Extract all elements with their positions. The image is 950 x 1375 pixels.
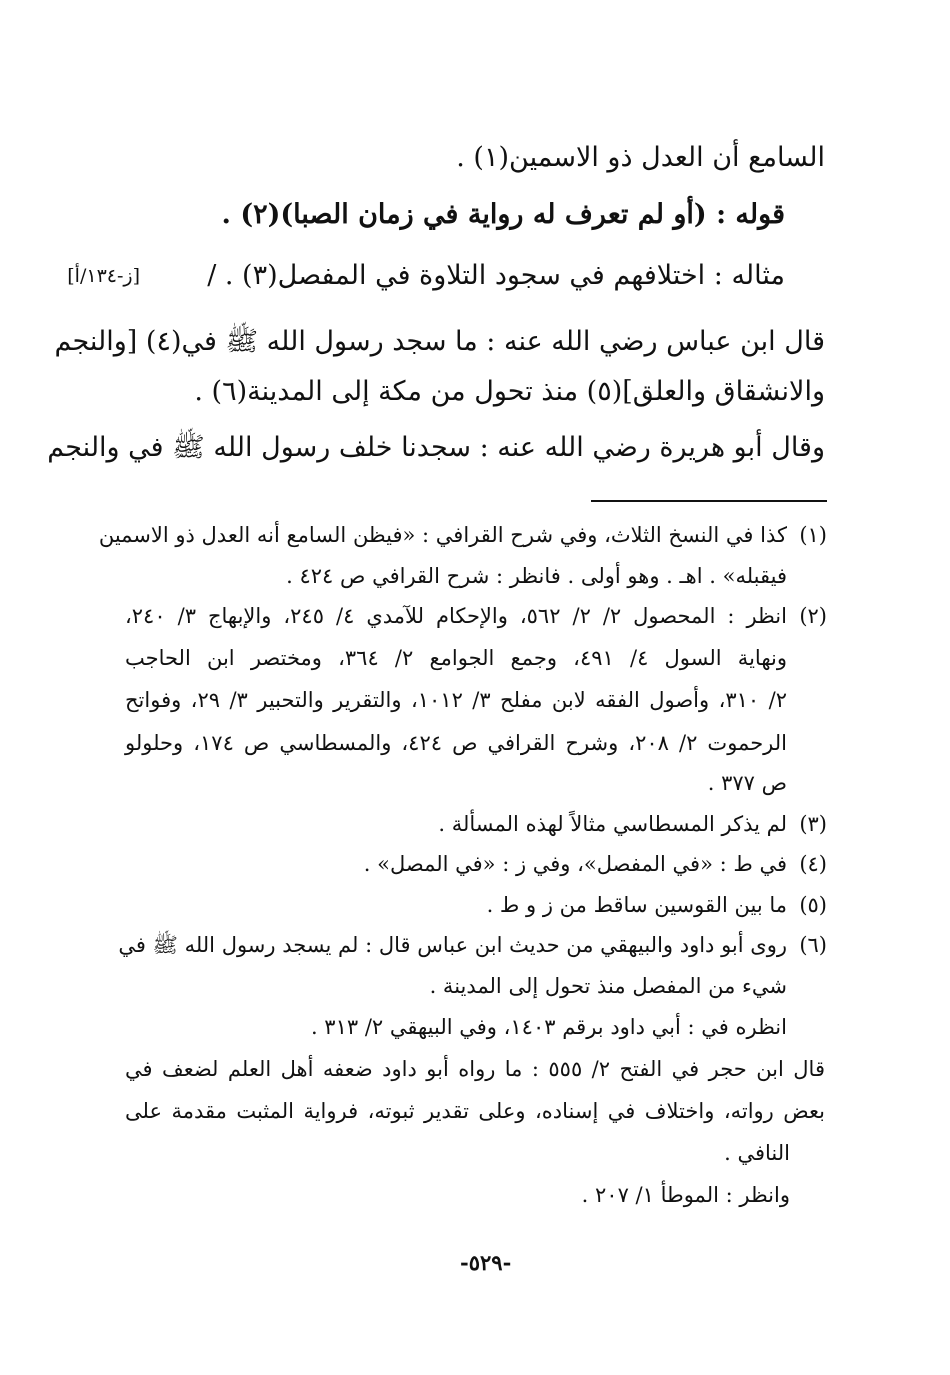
footnote-line-13: انظره في : أبي داود برقم ١٤٠٣، وفي البيهقي ٢/ ٣١٣ . <box>310 1015 787 1039</box>
footnote-number-1: (١) <box>799 523 827 547</box>
page-number: -٥٢٩- <box>460 1250 512 1275</box>
footnote-line-11: روى أبو داود والبيهقي من حديث ابن عباس قال : لم يسجد رسول الله ﷺ في <box>118 933 787 957</box>
main-text-line-6: وقال أبو هريرة رضي الله عنه : سجدنا خلف رسول الله ﷺ في والنجم <box>47 432 825 463</box>
footnote-line-1: كذا في النسخ الثلاث، وفي شرح القرافي : «فيظن السامع أنه العدل ذو الاسمين <box>98 523 787 547</box>
footnote-line-14: قال ابن حجر في الفتح ٢/ ٥٥٥ : ما رواه أبو داود ضعفه أهل العلم لضعف في <box>125 1057 825 1081</box>
footnote-line-2: فيقبله» . اهـ . وهو أولى . فانظر : شرح القرافي ص ٤٢٤ . <box>286 564 787 588</box>
footnote-line-9: في ط : «في المفصل»، وفي ز : «في المصل» . <box>363 852 787 876</box>
footnote-line-7: ص ٣٧٧ . <box>707 771 787 795</box>
footnote-line-16: النافي . <box>724 1141 790 1165</box>
main-text-line-5: والانشقاق والعلق](٥) منذ تحول من مكة إلى المدينة(٦) . <box>194 376 825 407</box>
footnote-number-4: (٤) <box>799 852 827 876</box>
manuscript-folio-marker: [ز-١٣٤/أ] <box>67 265 140 287</box>
main-text-line-3: مثاله : اختلافهم في سجود التلاوة في المفصل(٣) . / <box>207 260 785 291</box>
footnote-number-3: (٣) <box>799 812 827 836</box>
footnote-line-17: وانظر : الموطأ ١/ ٢٠٧ . <box>581 1183 790 1207</box>
main-text-line-4: قال ابن عباس رضي الله عنه : ما سجد رسول الله ﷺ في(٤) [والنجم <box>54 326 825 357</box>
footnote-line-5: ٢/ ٣١٠، وأصول الفقه لابن مفلح ٣/ ١٠١٢، والتقرير والتحبير ٣/ ٢٩، وفواتح <box>125 688 787 712</box>
main-text-line-2: قوله : (أو لم تعرف له رواية في زمان الصبا)(٢) . <box>221 199 785 230</box>
footnote-number-5: (٥) <box>799 893 827 917</box>
footnote-line-12: شيء من المفصل منذ تحول إلى المدينة . <box>429 974 787 998</box>
footnote-line-8: لم يذكر المسطاسي مثالاً لهذه المسألة . <box>438 812 787 836</box>
footnote-number-6: (٦) <box>799 933 827 957</box>
footnote-separator <box>591 500 827 502</box>
footnote-line-4: ونهاية السول ٤/ ٤٩١، وجمع الجوامع ٢/ ٣٦٤، ومختصر ابن الحاجب <box>125 646 787 670</box>
main-text-line-1: السامع أن العدل ذو الاسمين(١) . <box>456 142 825 173</box>
footnote-line-6: الرحموت ٢/ ٢٠٨، وشرح القرافي ص ٤٢٤، والمسطاسي ص ١٧٤، وحلولو <box>125 731 787 755</box>
footnote-number-2: (٢) <box>799 604 827 628</box>
footnote-line-3: انظر : المحصول ٢/ ٢/ ٥٦٢، والإحكام للآمدي ٤/ ٢٤٥، والإبهاج ٣/ ٢٤٠، <box>125 604 787 628</box>
footnote-line-15: بعض رواته، واختلاف في إسناده، وعلى تقدير ثبوته، فرواية المثبت مقدمة على <box>125 1099 825 1123</box>
footnote-line-10: ما بين القوسين ساقط من ز و ط . <box>486 893 787 917</box>
